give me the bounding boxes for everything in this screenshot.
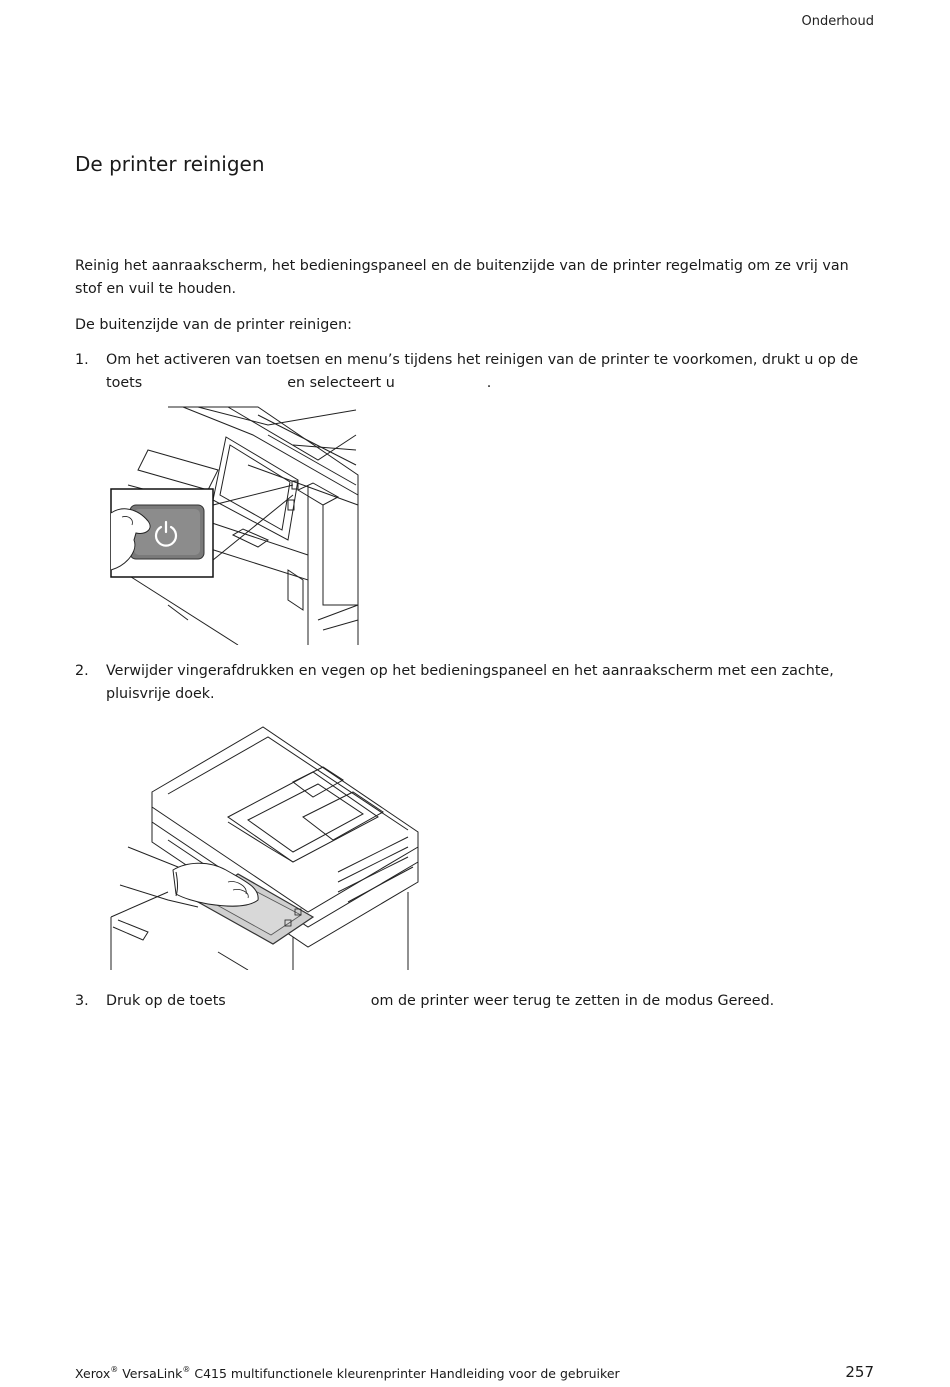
step-text-part: om de printer weer terug te zetten in de modus Gereed. <box>370 993 775 1009</box>
footer-description: C415 multifunctionele kleurenprinter Handleiding voor de gebruiker <box>194 1366 620 1381</box>
step-text-part: . <box>486 375 492 391</box>
wiping-panel-illustration <box>108 722 424 970</box>
step-1 <box>75 349 875 395</box>
lead-paragraph: De buitenzijde van de printer reinigen: <box>75 317 352 333</box>
running-header: Onderhoud <box>801 14 874 29</box>
step-text-part: Om het activeren van toetsen en menu’s tijdens het reinigen van de printer te voorkomen, drukt u op de toets <box>106 352 859 391</box>
registered-mark: ® <box>110 1365 119 1374</box>
step-3 <box>75 990 875 1014</box>
power-button-illustration <box>108 405 360 645</box>
page-number: 257 <box>845 1363 874 1381</box>
step-number: 1. <box>75 352 89 368</box>
step-text <box>106 349 876 395</box>
step-text <box>106 990 876 1013</box>
intro-paragraph: Reinig het aanraakscherm, het bedieningspaneel en de buitenzijde van de printer regelmatig om ze vrij van stof en vuil te houden. <box>75 258 849 297</box>
step-text: Verwijder vingerafdrukken en vegen op het bedieningspaneel en het aanraakscherm met een zachte, pluisvrije doek. <box>106 663 834 702</box>
step-2 <box>75 660 875 706</box>
section-title: De printer reinigen <box>75 152 265 176</box>
footer-brand: Xerox <box>75 1366 111 1381</box>
registered-mark: ® <box>182 1365 191 1374</box>
step-number: 2. <box>75 663 89 679</box>
footer-title <box>75 1366 620 1381</box>
step-number: 3. <box>75 993 89 1009</box>
step-text-part: en selecteert u <box>287 375 395 391</box>
footer-product: VersaLink <box>122 1366 183 1381</box>
step-text-part: Druk op de toets <box>106 993 226 1009</box>
